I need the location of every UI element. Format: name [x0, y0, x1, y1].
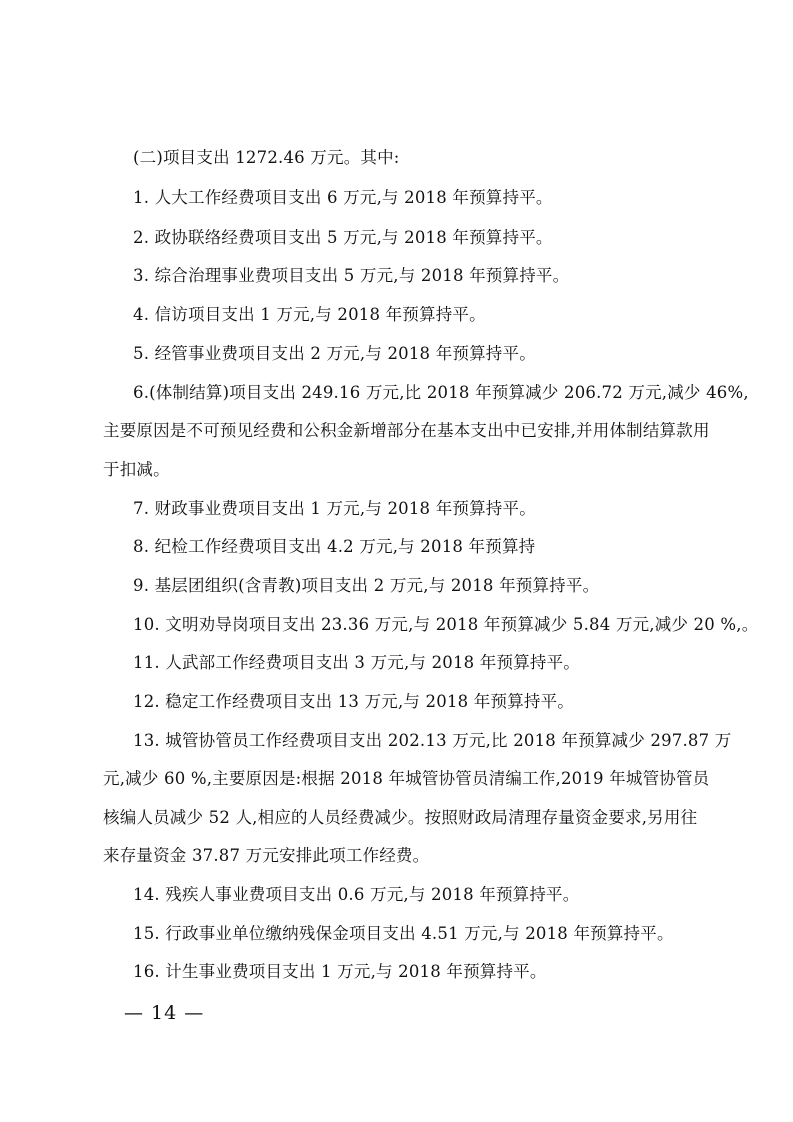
item-13-line-3: 核编人员减少 52 人,相应的人员经费减少。按照财政局清理存量资金要求,另用往	[103, 808, 698, 827]
item-10: 10. 文明劝导岗项目支出 23.36 万元,与 2018 年预算减少 5.84 万元,减少 20 %,。	[133, 615, 759, 634]
item-14: 14. 残疾人事业费项目支出 0.6 万元,与 2018 年预算持平。	[133, 885, 580, 904]
item-1: 1. 人大工作经费项目支出 6 万元,与 2018 年预算持平。	[133, 188, 553, 207]
section-heading: (二)项目支出 1272.46 万元。其中:	[133, 148, 400, 167]
item-7: 7. 财政事业费项目支出 1 万元,与 2018 年预算持平。	[133, 499, 536, 518]
item-4: 4. 信访项目支出 1 万元,与 2018 年预算持平。	[133, 305, 486, 324]
item-16: 16. 计生事业费项目支出 1 万元,与 2018 年预算持平。	[133, 962, 547, 981]
item-9: 9. 基层团组织(含青教)项目支出 2 万元,与 2018 年预算持平。	[133, 576, 600, 595]
item-6-line-2: 主要原因是不可预见经费和公积金新增部分在基本支出中已安排,并用体制结算款用	[103, 421, 710, 440]
item-13-line-4: 来存量资金 37.87 万元安排此项工作经费。	[103, 846, 430, 865]
item-11: 11. 人武部工作经费项目支出 3 万元,与 2018 年预算持平。	[133, 653, 580, 672]
item-8: 8. 纪检工作经费项目支出 4.2 万元,与 2018 年预算持	[133, 537, 536, 556]
page-number: — 14 —	[124, 1002, 205, 1024]
item-6-line-3: 于扣减。	[103, 460, 170, 479]
item-13-line-1: 13. 城管协管员工作经费项目支出 202.13 万元,比 2018 年预算减少 297.87 万	[133, 731, 732, 750]
item-3: 3. 综合治理事业费项目支出 5 万元,与 2018 年预算持平。	[133, 266, 570, 285]
item-13-line-2: 元,减少 60 %,主要原因是:根据 2018 年城管协管员清编工作,2019 年城管协管员	[103, 769, 710, 788]
item-15: 15. 行政事业单位缴纳残保金项目支出 4.51 万元,与 2018 年预算持平。	[133, 924, 674, 943]
item-5: 5. 经管事业费项目支出 2 万元,与 2018 年预算持平。	[133, 344, 536, 363]
item-2: 2. 政协联络经费项目支出 5 万元,与 2018 年预算持平。	[133, 228, 553, 247]
item-12: 12. 稳定工作经费项目支出 13 万元,与 2018 年预算持平。	[133, 692, 574, 711]
item-6-line-1: 6.(体制结算)项目支出 249.16 万元,比 2018 年预算减少 206.72 万元,减少 46%,	[133, 383, 749, 402]
